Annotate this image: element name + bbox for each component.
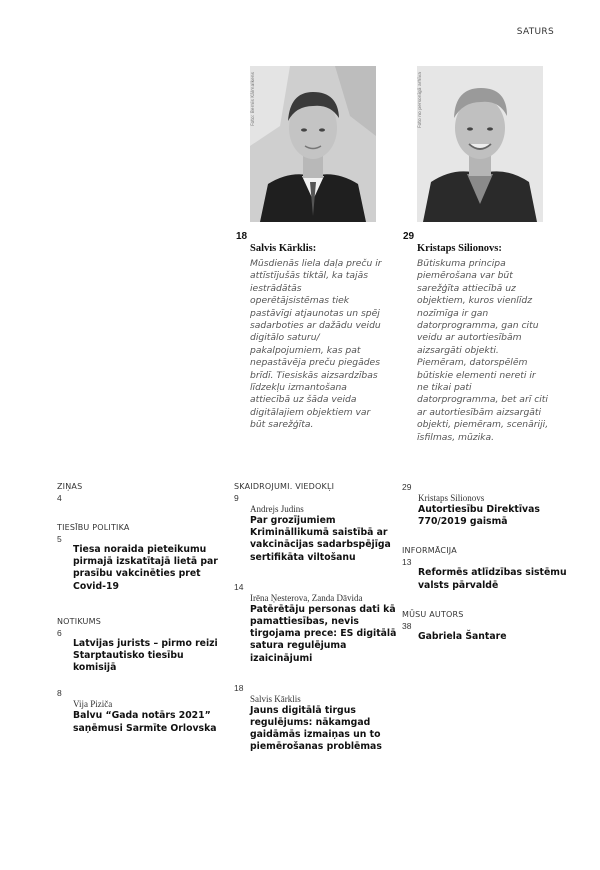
feature-salvis-karklis: [250, 66, 378, 222]
toc-page-number: 18: [234, 682, 244, 693]
toc-page-number: 4: [57, 493, 62, 503]
toc-entry-title[interactable]: Latvijas jurists – pirmo reizi Starptautisko tiesību komisijā: [73, 637, 218, 674]
toc-column-1: [57, 482, 227, 735]
toc-page-number: 9: [234, 493, 239, 503]
portrait-image: [250, 66, 376, 222]
feature-author-name: Kristaps Silionovs:: [417, 243, 502, 254]
feature-author-name: Salvis Kārklis:: [250, 243, 317, 254]
toc-entry-title[interactable]: Balvu “Gada notārs 2021” saņēmusi Sarmīte Orlovska: [73, 710, 217, 734]
toc-entry-author: Irēna Ņesterova, Zanda Dāvida: [250, 592, 363, 603]
toc-page-number: 13: [402, 557, 412, 568]
toc-entry-title[interactable]: Jauns digitālā tirgus regulējums: nākamgad gaidāmās izmaiņas un to piemērošanas problēmas: [250, 704, 382, 753]
toc-entry-author: Vija Piziča: [73, 699, 113, 710]
toc-page-number: 5: [57, 534, 62, 544]
toc-page-number: 29: [402, 482, 412, 492]
toc-entry-author: Andrejs Judins: [250, 504, 304, 514]
portrait-photo-kristaps: [417, 66, 543, 222]
toc-column-2: [234, 482, 404, 754]
toc-entry-title[interactable]: Reformēs atlīdzības sistēmu valsts pārvaldē: [418, 567, 567, 591]
toc-section-label: NOTIKUMS: [57, 616, 101, 626]
photo-credit: Foto: Bernis Kālmalkens: [251, 72, 256, 126]
photo-credit: Foto no personīgā arhīva: [418, 72, 423, 128]
toc-entry-title[interactable]: Tiesa noraida pieteikumu pirmajā izskatītajā lietā par prasību vakcinēties pret Covid-19: [73, 544, 218, 592]
toc-entry-title[interactable]: Autortiesību Direktīvas 770/2019 gaismā: [418, 504, 540, 528]
portrait-image: [417, 66, 543, 222]
toc-entry-title[interactable]: Par grozījumiem Krimināllikumā saistībā ar vakcinācijas sadarbspējīga sertifikāta viltošanu: [250, 515, 391, 563]
toc-section-label: MŪSU AUTORS: [402, 609, 464, 619]
portrait-photo-salvis: [250, 66, 376, 222]
feature-quote: Būtiskuma principa piemērošana var būt sarežģīta attiecībā uz objektiem, kuros vienlīdz nozīmīga ir gan datorprogramma, gan citu veidu ar autortiesībām aizsargāti objekti. Piemēram, datorspēlēm būtiskie elementi nereti ir ne tikai pati datorprogramma, bet arī citi ar autortiesībām aizsargāti objekti, piemēram, scenāriji, īsfilmas, mūzika.: [417, 258, 549, 443]
toc-section-label: SKAIDROJUMI. VIEDOKĻI: [234, 482, 335, 491]
feature-kristaps-silionovs: [417, 66, 545, 222]
feature-page-number: 29: [403, 231, 415, 242]
toc-section-label: ZIŅAS: [57, 482, 83, 491]
toc-entry-author: Kristaps Silionovs: [418, 493, 485, 503]
toc-page-number: 14: [234, 581, 244, 592]
toc-entry-author: Salvis Kārklis: [250, 693, 301, 704]
toc-section-label: TIESĪBU POLITIKA: [57, 523, 130, 532]
feature-quote: Mūsdienās liela daļa preču ir attīstījušās tiktāl, ka tajās iestrādātās operētājsistēmas tiek pastāvīgi atjaunotas un spēj sadarboties ar dažādu veidu digitālo saturu/ pakalpojumiem, kas pat nepastāvēja preču piegādes brīdī. Tiesiskās aizsardzības līdzekļu izmantošana attiecībā uz šāda veida digitālajiem objektiem var būt sarežģīta.: [250, 258, 382, 431]
toc-page-number: 6: [57, 627, 62, 638]
toc-page-number: 38: [402, 620, 412, 631]
toc-entry-title[interactable]: Patērētāju personas dati kā pamattiesības, nevis tirgojama prece: ES digitālā satura regulējuma izaicinājumi: [250, 603, 397, 664]
toc-column-3: [402, 482, 572, 643]
toc-entry-title[interactable]: Gabriela Šantare: [418, 630, 507, 642]
feature-page-number: 18: [236, 231, 248, 242]
section-header-label: SATURS: [516, 27, 554, 37]
toc-page-number: 8: [57, 688, 62, 699]
toc-section-label: INFORMĀCIJA: [402, 546, 457, 556]
